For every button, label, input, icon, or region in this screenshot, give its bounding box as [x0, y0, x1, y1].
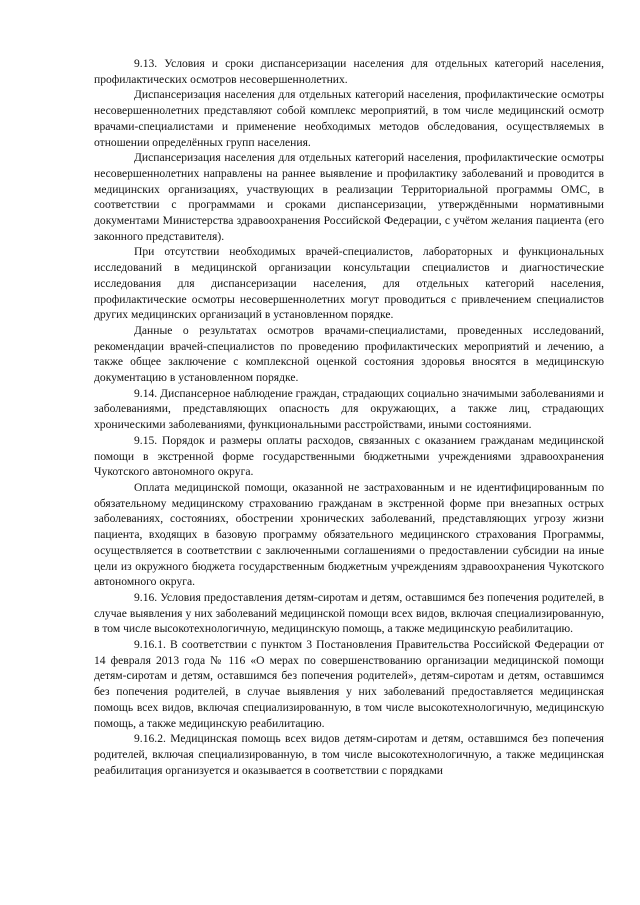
- paragraph-examination-results: Данные о результатах осмотров врачами-специалистами, проведенных исследований, рекомендации врачей-специалистов по проведению профилактических мероприятий и лечению, а также общее заключение с комплексной оценкой состояния здоровья вносятся в медицинскую документацию в установленном порядке.: [94, 323, 604, 385]
- paragraph-dispensary-definition: Диспансеризация населения для отдельных категорий населения, профилактические осмотры несовершеннолетних представляют собой комплекс мероприятий, в том числе медицинский осмотр врачами-специалистами и применение необходимых методов обследования, осуществляемых в отношении определённых групп населения.: [94, 88, 604, 149]
- section-9-16-2-paragraph: 9.16.2. Медицинская помощь всех видов детям-сиротам и детям, оставшимся без попечения родителей, включая специализированную, в том числе высокотехнологичную, а также медицинская реабилитация организуется и оказывается в соответствии с порядками: [94, 732, 604, 777]
- paragraph-dispensary-purpose: Диспансеризация населения для отдельных категорий населения, профилактические осмотры несовершеннолетних направлены на раннее выявление и профилактику заболеваний и проводится в медицинских организациях, участвующих в реализации Территориальной программы ОМС, в соответствии с программами и сроками диспансеризации, утверждёнными нормативными документами Министерства здравоохранения Российской Федерации, с учётом желания пациента (его законного представителя).: [94, 151, 604, 243]
- section-9-16-1-paragraph: 9.16.1. В соответствии с пунктом 3 Постановления Правительства Российской Федерации от 14 февраля 2013 года № 116 «О мерах по совершенствованию организации медицинской помощи детям-сиротам и детям, оставшимся без попечения родителей», детям-сиротам и детям, оставшимся без попечения родителей, в случае выявления у них заболеваний предоставляется медицинская помощь всех видов, включая специализированную, в том числе высокотехнологичную, медицинскую помощь, а также медицинскую реабилитацию.: [94, 638, 604, 730]
- section-9-13-heading: 9.13. Условия и сроки диспансеризации населения для отдельных категорий населения, профилактических осмотров несовершеннолетних.: [94, 57, 604, 86]
- paragraph-absent-specialists: При отсутствии необходимых врачей-специалистов, лабораторных и функциональных исследований в медицинской организации консультации специалистов и диагностические исследования для диспансеризации населения, для отдельных категорий населения, профилактические осмотры несовершеннолетних могут проводиться с привлечением специалистов других медицинских организаций в установленном порядке.: [94, 245, 604, 322]
- section-9-16-heading: 9.16. Условия предоставления детям-сиротам и детям, оставшимся без попечения родителей, в случае выявления у них заболеваний медицинской помощи всех видов, включая специализированную, в том числе высокотехнологичную, медицинскую помощь, а также медицинскую реабилитацию.: [94, 590, 604, 636]
- document-body: [94, 56, 604, 778]
- paragraph-emergency-payment: Оплата медицинской помощи, оказанной не застрахованным и не идентифицированным по обязательному медицинскому страхованию гражданам в экстренной форме при внезапных острых заболеваниях, состояниях, обострении хронических заболеваний, представляющих угрозу жизни пациента, входящих в базовую программу обязательного медицинского страхования Программы, осуществляется в соответствии с заключенными соглашениями о предоставлении субсидии на иные цели из окружного бюджета государственным бюджетным учреждениям здравоохранения Чукотского автономного округа.: [94, 480, 604, 589]
- section-9-15-heading: 9.15. Порядок и размеры оплаты расходов, связанных с оказанием гражданам медицинской помощи в экстренной форме государственными бюджетными учреждениями здравоохранения Чукотского автономного округа.: [94, 433, 604, 479]
- section-9-14-heading: 9.14. Диспансерное наблюдение граждан, страдающих социально значимыми заболеваниями и заболеваниями, представляющих опасность для окружающих, а также лиц, страдающих хроническими заболеваниями, функциональными расстройствами, иными состояниями.: [94, 386, 604, 432]
